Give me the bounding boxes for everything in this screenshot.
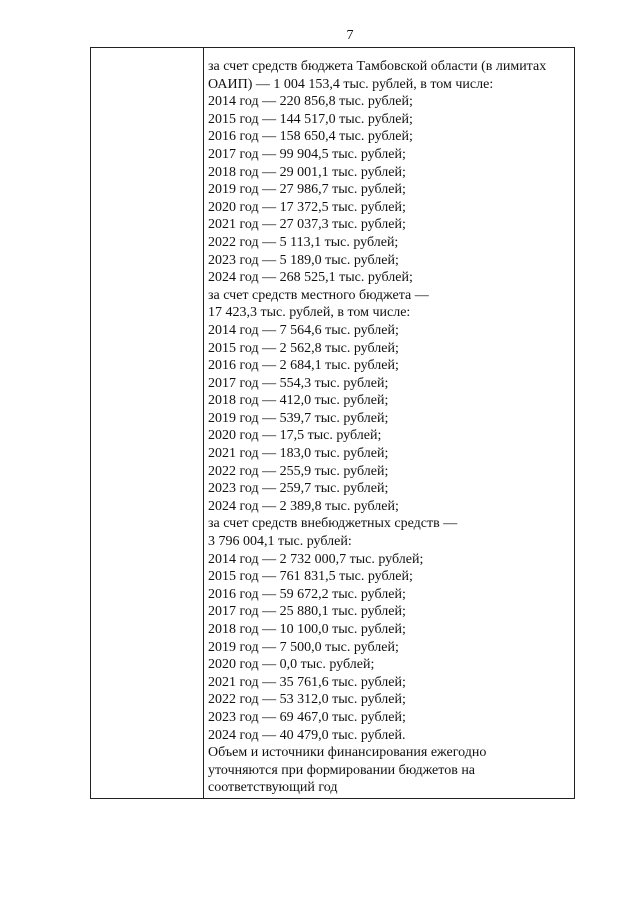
text-line: 2017 год — 25 880,1 тыс. рублей; xyxy=(208,604,406,620)
text-line: 2016 год — 2 684,1 тыс. рублей; xyxy=(208,358,399,374)
text-line: 2020 год — 17 372,5 тыс. рублей; xyxy=(208,199,406,215)
text-line: 2022 год — 255,9 тыс. рублей; xyxy=(208,463,389,479)
text-line: 2017 год — 99 904,5 тыс. рублей; xyxy=(208,146,406,162)
text-line: 2024 год — 40 479,0 тыс. рублей. xyxy=(208,727,406,743)
text-line: 2020 год — 17,5 тыс. рублей; xyxy=(208,428,382,444)
table-left-cell xyxy=(91,48,204,798)
text-line: 2024 год — 268 525,1 тыс. рублей; xyxy=(208,270,413,286)
text-line: 2018 год — 10 100,0 тыс. рублей; xyxy=(208,622,406,637)
text-line: 2015 год — 144 517,0 тыс. рублей; xyxy=(208,111,413,127)
text-line: 2017 год — 554,3 тыс. рублей; xyxy=(208,375,389,391)
text-line: 2022 год — 53 312,0 тыс. рублей; xyxy=(208,692,406,708)
text-line: 17 423,3 тыс. рублей, в том числе: xyxy=(208,305,411,321)
text-line: 2022 год — 5 113,1 тыс. рублей; xyxy=(208,234,399,250)
text-line: 2019 год — 539,7 тыс. рублей; xyxy=(208,410,389,426)
text-line: за счет средств внебюджетных средств — xyxy=(208,516,458,532)
text-line: 2021 год — 27 037,3 тыс. рублей; xyxy=(208,217,406,233)
page-number: 7 xyxy=(346,28,354,43)
text-line: 2014 год — 7 564,6 тыс. рублей; xyxy=(208,322,399,338)
text-line: 2020 год — 0,0 тыс. рублей; xyxy=(208,657,375,673)
text-line: 2023 год — 69 467,0 тыс. рублей; xyxy=(208,709,406,725)
text-line: 3 796 004,1 тыс. рублей: xyxy=(208,534,352,550)
text-line: за счет средств местного бюджета — xyxy=(208,287,429,303)
text-line: 2016 год — 59 672,2 тыс. рублей; xyxy=(208,586,406,602)
text-line: 2016 год — 158 650,4 тыс. рублей; xyxy=(208,129,413,145)
text-line: за счет средств бюджета Тамбовской области (в лимитах xyxy=(208,59,547,74)
text-line: 2023 год — 259,7 тыс. рублей; xyxy=(208,481,389,497)
financing-table xyxy=(90,47,575,799)
text-line: уточняются при формировании бюджетов на xyxy=(208,762,476,778)
text-line: Объем и источники финансирования ежегодно xyxy=(208,745,487,761)
text-line: соответствующий год xyxy=(208,780,338,796)
text-line: 2019 год — 27 986,7 тыс. рублей; xyxy=(208,182,406,198)
text-line: 2018 год — 412,0 тыс. рублей; xyxy=(208,393,389,409)
financing-text-cell xyxy=(208,58,570,797)
text-line: 2015 год — 761 831,5 тыс. рублей; xyxy=(208,569,413,585)
text-line: 2015 год — 2 562,8 тыс. рублей; xyxy=(208,340,399,356)
text-line: 2018 год — 29 001,1 тыс. рублей; xyxy=(208,164,406,180)
text-line: 2021 год — 35 761,6 тыс. рублей; xyxy=(208,674,406,690)
text-line: 2019 год — 7 500,0 тыс. рублей; xyxy=(208,639,399,655)
text-line: 2023 год — 5 189,0 тыс. рублей; xyxy=(208,252,399,268)
text-line: 2014 год — 2 732 000,7 тыс. рублей; xyxy=(208,551,424,567)
text-line: 2021 год — 183,0 тыс. рублей; xyxy=(208,446,389,462)
text-line: ОАИП) — 1 004 153,4 тыс. рублей, в том числе: xyxy=(208,76,494,92)
text-line: 2014 год — 220 856,8 тыс. рублей; xyxy=(208,94,413,110)
text-line: 2024 год — 2 389,8 тыс. рублей; xyxy=(208,498,399,514)
